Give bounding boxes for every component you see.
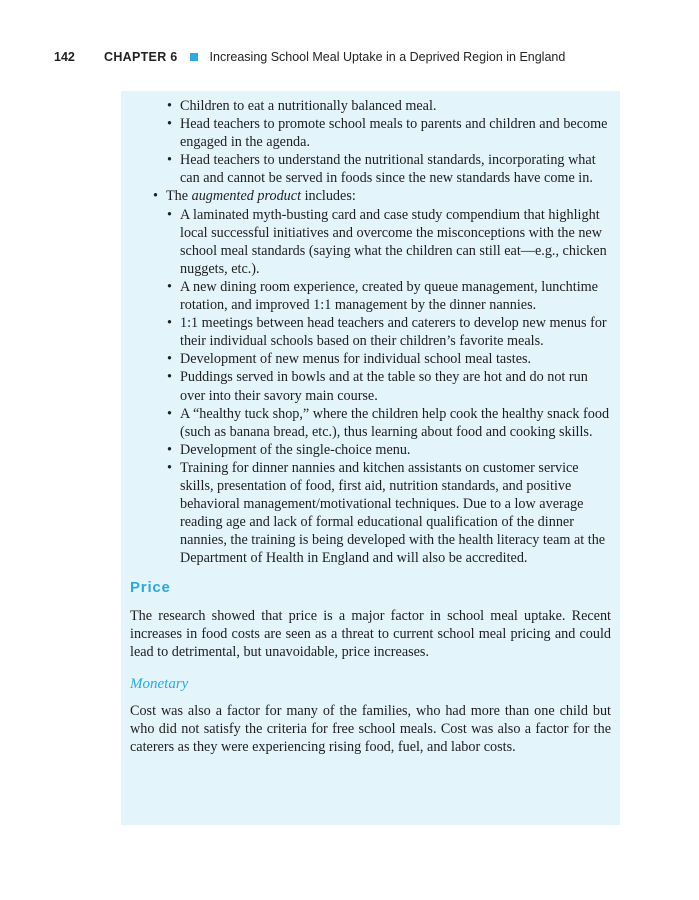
- augmented-emphasis: augmented product: [191, 188, 302, 205]
- chapter-label: CHAPTER 6: [104, 50, 178, 64]
- list-item: • Training for dinner nannies and kitchen assistants on customer service skills, presentation of food, first aid, nutrition standards, and positive behavioral management/motivational techniques. Due to a low average reading age and lack of formal educational qualification of the dinner nannies, the training is being developed with the health literacy team at the Department of Health in England and will also be accredited.: [180, 459, 611, 568]
- list-item: • Head teachers to understand the nutritional standards, incorporating what can and cannot be served in foods since the new standards have come in.: [180, 151, 611, 187]
- augmented-prefix: The: [166, 188, 192, 205]
- price-paragraph: The research showed that price is a major factor in school meal uptake. Recent increases in food costs are seen as a threat to current school meal pricing and could lead to detrimental, but unavoidable, price increases.: [130, 607, 611, 660]
- augmented-suffix: includes:: [301, 188, 356, 205]
- header-square-icon: [190, 53, 198, 61]
- page-number: 142: [54, 50, 75, 64]
- list-item: • Puddings served in bowls and at the table so they are hot and do not run over into their savory main course.: [180, 368, 611, 404]
- list-item: • Development of new menus for individual school meal tastes.: [180, 350, 611, 368]
- list-item: • Children to eat a nutritionally balanced meal.: [180, 97, 611, 115]
- top-bullet-list: [180, 97, 611, 187]
- monetary-heading: Monetary: [130, 675, 189, 692]
- content-body: [130, 97, 611, 756]
- monetary-paragraph: Cost was also a factor for many of the families, who had more than one child but who did not satisfy the criteria for free school meals. Cost was also a factor for the caterers as they were experiencing rising food, fuel, and labor costs.: [130, 702, 611, 756]
- augmented-items: [180, 206, 611, 568]
- price-heading: Price: [130, 579, 171, 597]
- chapter-title: Increasing School Meal Uptake in a Deprived Region in England: [209, 50, 566, 64]
- augmented-intro: [166, 187, 611, 567]
- list-item: • Head teachers to promote school meals to parents and children and become engaged in the agenda.: [180, 115, 611, 151]
- list-item: • A new dining room experience, created by queue management, lunchtime rotation, and improved 1:1 management by the dinner nannies.: [180, 278, 611, 314]
- list-item: • Development of the single-choice menu.: [180, 441, 611, 459]
- list-item: • A laminated myth-busting card and case study compendium that highlight local successful initiatives and overcome the misconceptions with the new school meal standards (saying what the children can still eat—e.g., chicken nuggets, etc.).: [180, 206, 611, 278]
- list-item: • A “healthy tuck shop,” where the children help cook the healthy snack food (such as banana bread, etc.), thus learning about food and cooking skills.: [180, 405, 611, 441]
- augmented-list: [166, 187, 611, 567]
- content-box: [121, 91, 620, 825]
- list-item: • 1:1 meetings between head teachers and caterers to develop new menus for their individual schools based on their children’s favorite meals.: [180, 314, 611, 350]
- running-header: [54, 48, 679, 66]
